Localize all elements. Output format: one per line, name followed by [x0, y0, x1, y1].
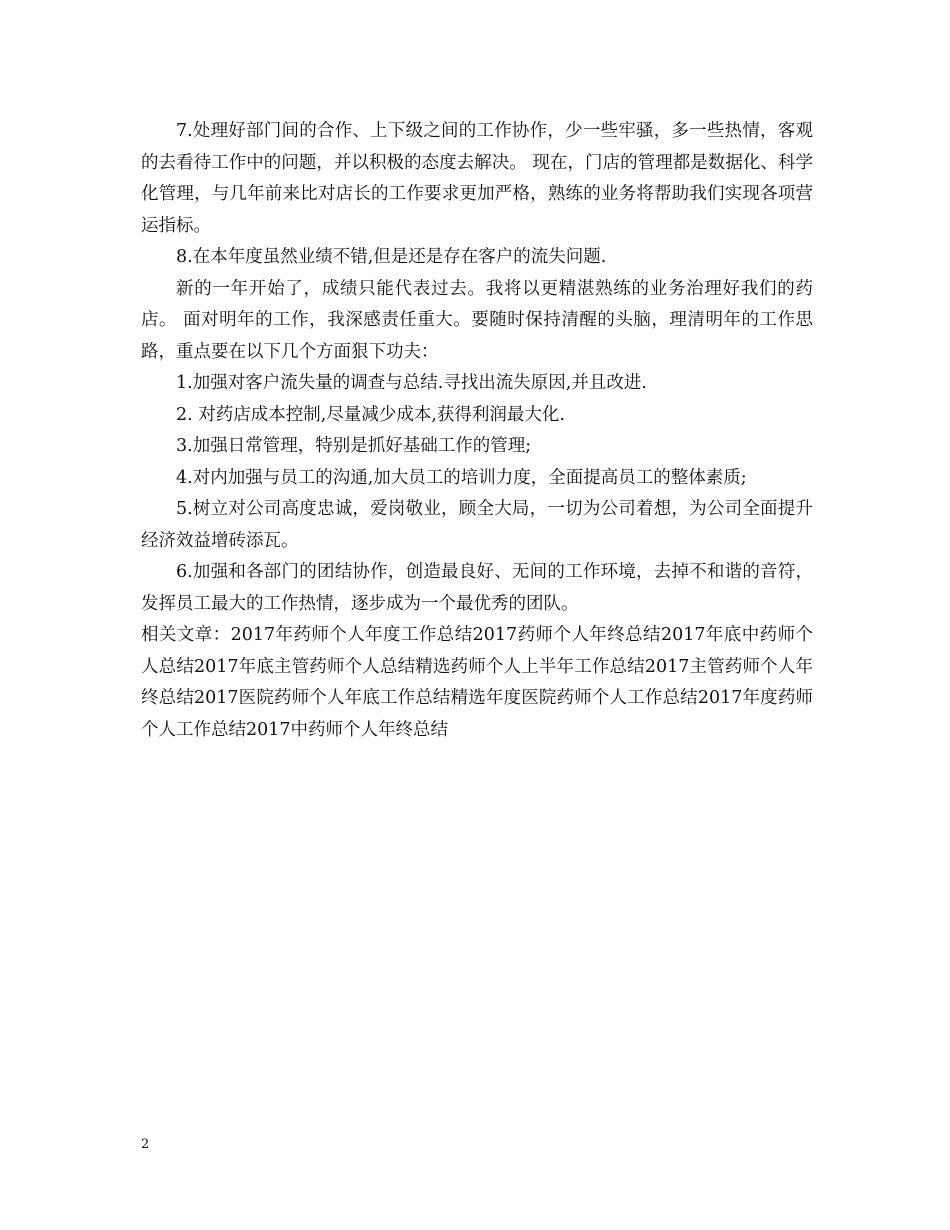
list-item-3: 3.加强日常管理，特别是抓好基础工作的管理;: [176, 436, 532, 456]
related-articles: 相关文章：2017年药师个人年度工作总结2017药师个人年终总结2017年底中药师个人总结2017年底主管药师个人总结精选药师个人上半年工作总结2017主管药师个人年终总结2017医院药师个人年底工作总结精选年度医院药师个人工作总结2017年度药师个人工作总结2017中药师个人年终总结: [141, 625, 813, 740]
list-item-2: 2. 对药店成本控制,尽量减少成本,获得利润最大化.: [176, 404, 565, 425]
list-item-5: 5.树立对公司高度忠诚，爱岗敬业，顾全大局，一切为公司着想，为公司全面提升经济效益增砖添瓦。: [141, 499, 813, 551]
paragraph-item-8: 8.在本年度虽然业绩不错,但是还是存在客户的流失问题.: [176, 247, 607, 267]
document-body: [141, 116, 813, 746]
paragraph-item-7: 7.处理好部门间的合作、上下级之间的工作协作，少一些牢骚，多一些热情，客观的去看待工作中的问题，并以积极的态度去解决。 现在，门店的管理都是数据化、科学化管理，与几年前来比对店长的工作要求更加严格，熟练的业务将帮助我们实现各项营运指标。: [141, 121, 813, 236]
list-item-4: 4.对内加强与员工的沟通,加大员工的培训力度，全面提高员工的整体素质;: [176, 467, 747, 488]
list-item-6: 6.加强和各部门的团结协作，创造最良好、无间的工作环境，去掉不和谐的音符，发挥员工最大的工作热情，逐步成为一个最优秀的团队。: [141, 562, 813, 614]
list-item-1: 1.加强对客户流失量的调查与总结.寻找出流失原因,并且改进.: [176, 373, 647, 393]
paragraph-new-year: 新的一年开始了，成绩只能代表过去。我将以更精湛熟练的业务治理好我们的药店。 面对明年的工作，我深感责任重大。要随时保持清醒的头脑，理清明年的工作思路，重点要在以下几个方面狠下功夫：: [141, 278, 813, 362]
page-number: 2: [141, 1137, 150, 1152]
